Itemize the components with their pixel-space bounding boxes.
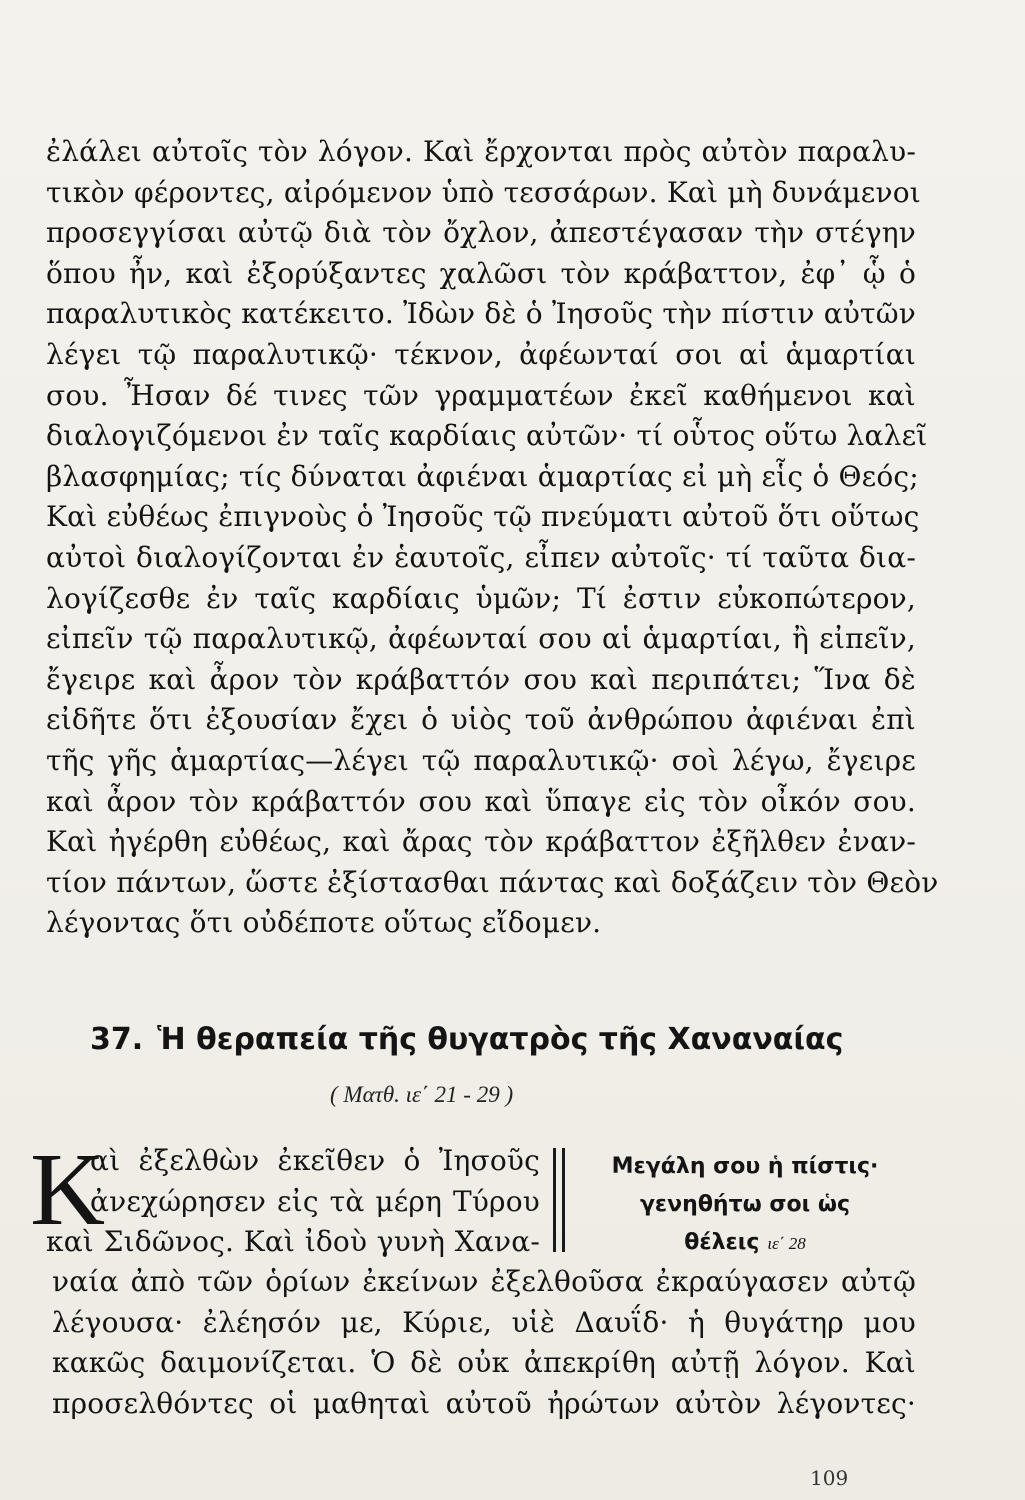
text-line: Καὶ ἠγέρθη εὐθέως, καὶ ἄρας τὸν κράβαττον ἐξῆλθεν ἐναν- — [46, 825, 916, 859]
text-line: ἔγειρε καὶ ἆρον τὸν κράβαττόν σου καὶ περιπάτει; Ἵνα δὲ — [46, 662, 916, 696]
section-number: 37. — [90, 1022, 144, 1057]
section-title: Ἡ θεραπεία τῆς θυγατρὸς τῆς Χαναναίας — [157, 1022, 844, 1057]
text-line: καὶ Σιδῶνος. Καὶ ἰδοὺ γυνὴ Χανα- — [46, 1225, 540, 1259]
sidenote-text: θέλεις — [684, 1230, 760, 1255]
top-paragraph — [46, 132, 939, 944]
page-number: 109 — [810, 1466, 849, 1490]
sidenote-divider — [562, 1148, 565, 1252]
text-line: κακῶς δαιμονίζεται. Ὁ δὲ οὐκ ἀπεκρίθη αὐτῇ λόγον. Καὶ — [52, 1346, 916, 1380]
text-line: λέγοντας ὅτι οὐδέποτε οὕτως εἴδομεν. — [46, 906, 602, 940]
text-line: ἐλάλει αὐτοῖς τὸν λόγον. Καὶ ἔρχονται πρὸς αὐτὸν παραλυ- — [46, 135, 916, 168]
sidenote-line-last — [580, 1224, 910, 1263]
text-line: ναία ἀπὸ τῶν ὁρίων ἐκείνων ἐξελθοῦσα ἐκραύγασεν αὐτῷ — [52, 1265, 916, 1298]
text-line: λέγει τῷ παραλυτικῷ· τέκνον, ἀφέωνταί σοι αἱ ἁμαρτίαι — [46, 337, 916, 371]
text-line: καὶ ἆρον τὸν κράβαττόν σου καὶ ὕπαγε εἰς τὸν οἶκόν σου. — [46, 784, 916, 818]
text-line: παραλυτικὸς κατέκειτο. Ἰδὼν δὲ ὁ Ἰησοῦς τὴν πίστιν αὐτῶν — [46, 297, 916, 331]
drop-cap: Κ — [30, 1132, 106, 1247]
sidenote-divider — [553, 1148, 556, 1252]
sidenote-quote — [580, 1148, 910, 1263]
text-line: προσελθόντες οἱ μαθηταὶ αὐτοῦ ἠρώτων αὐτὸν λέγοντες· — [52, 1386, 916, 1420]
text-line: αὶ ἐξελθὼν ἐκεῖθεν ὁ Ἰησοῦς — [90, 1144, 540, 1177]
text-line: εἰπεῖν τῷ παραλυτικῷ, ἀφέωνταί σου αἱ ἁμαρτίαι, ἢ εἰπεῖν, — [46, 622, 916, 656]
first-paragraph — [46, 1141, 540, 1263]
text-line: αὐτοὶ διαλογίζονται ἐν ἑαυτοῖς, εἶπεν αὐτοῖς· τί ταῦτα δια- — [46, 540, 916, 574]
sidenote-reference: ιε΄ 28 — [767, 1234, 806, 1253]
scripture-reference: ( Ματθ. ιε΄ 21 - 29 ) — [330, 1082, 514, 1107]
text-line: τίον πάντων, ὥστε ἐξίστασθαι πάντας καὶ δοξάζειν τὸν Θεὸν — [46, 865, 939, 899]
text-line: ἀνεχώρησεν εἰς τὰ μέρη Τύρου — [90, 1184, 540, 1218]
text-line: ὅπου ἦν, καὶ ἐξορύξαντες χαλῶσι τὸν κράβαττον, ἐφ᾽ ᾧ ὁ — [46, 256, 916, 290]
text-line: Καὶ εὐθέως ἐπιγνοὺς ὁ Ἰησοῦς τῷ πνεύματι αὐτοῦ ὅτι οὕτως — [46, 500, 920, 534]
text-line: λέγουσα· ἐλέησόν με, Κύριε, υἱὲ Δαυΐδ· ἡ θυγάτηρ μου — [52, 1305, 916, 1339]
bottom-paragraph — [52, 1262, 916, 1424]
text-line: λογίζεσθε ἐν ταῖς καρδίαις ὑμῶν; Τί ἐστιν εὐκοπώτερον, — [46, 581, 916, 615]
section-heading — [90, 1022, 843, 1057]
text-line: τικὸν φέροντες, αἰρόμενον ὑπὸ τεσσάρων. Καὶ μὴ δυνάμενοι — [46, 175, 921, 209]
text-line: βλασφημίας; τίς δύναται ἀφιέναι ἁμαρτίας εἰ μὴ εἷς ὁ Θεός; — [46, 459, 919, 493]
text-line: διαλογιζόμενοι ἐν ταῖς καρδίαις αὐτῶν· τί οὗτος οὕτω λαλεῖ — [46, 419, 928, 453]
sidenote-line: Μεγάλη σου ἡ πίστις· — [611, 1154, 879, 1179]
text-line: σου. Ἦσαν δέ τινες τῶν γραμματέων ἐκεῖ καθήμενοι καὶ — [46, 378, 916, 412]
text-line: προσεγγίσαι αὐτῷ διὰ τὸν ὄχλον, ἀπεστέγασαν τὴν στέγην — [46, 216, 916, 250]
text-line: τῆς γῆς ἁμαρτίας—λέγει τῷ παραλυτικῷ· σοὶ λέγω, ἔγειρε — [46, 743, 916, 777]
text-line: εἰδῆτε ὅτι ἐξουσίαν ἔχει ὁ υἱὸς τοῦ ἀνθρώπου ἀφιέναι ἐπὶ — [46, 703, 916, 737]
sidenote-line: γενηθήτω σοι ὡς — [639, 1192, 851, 1217]
